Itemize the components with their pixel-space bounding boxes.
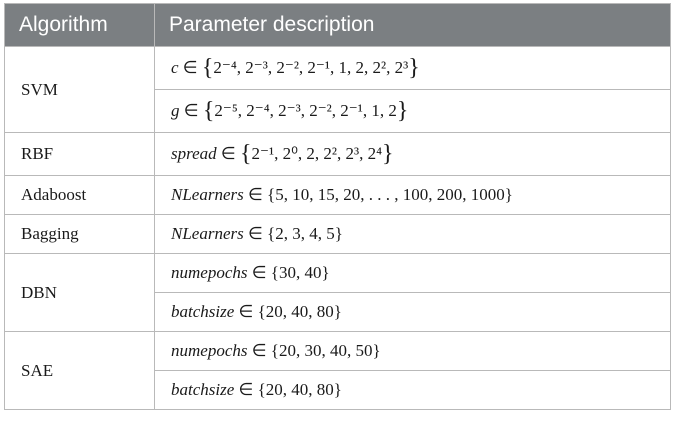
parameter-cell — [155, 332, 671, 371]
parameter-table — [4, 3, 671, 410]
parameter-variable: spread — [171, 144, 217, 163]
parameter-values: 20, 40, 80 — [265, 380, 334, 399]
parameter-cell — [155, 371, 671, 410]
set-close-brace: } — [372, 341, 381, 360]
parameter-cell — [155, 176, 671, 215]
set-operator: ∈ — [238, 380, 254, 399]
table-row — [5, 47, 671, 90]
set-open-brace: { — [239, 141, 252, 167]
parameter-table-container — [4, 3, 671, 410]
set-open-brace: { — [201, 55, 214, 81]
table-row — [5, 133, 671, 176]
parameter-values: 30, 40 — [278, 263, 322, 282]
parameter-variable: NLearners — [171, 224, 244, 243]
set-open-brace: { — [267, 224, 276, 243]
algorithm-cell: RBF — [5, 133, 155, 176]
set-operator: ∈ — [247, 185, 263, 204]
parameter-variable: batchsize — [171, 380, 235, 399]
set-operator: ∈ — [182, 58, 198, 77]
algorithm-cell: SAE — [5, 332, 155, 410]
parameter-values: 20, 30, 40, 50 — [278, 341, 373, 360]
header-algorithm: Algorithm — [5, 4, 155, 47]
parameter-values: 20, 40, 80 — [265, 302, 334, 321]
set-close-brace: } — [382, 141, 394, 167]
parameter-cell — [155, 47, 671, 90]
set-close-brace: } — [408, 55, 420, 81]
algorithm-cell: DBN — [5, 254, 155, 332]
table-row — [5, 215, 671, 254]
set-open-brace: { — [270, 341, 279, 360]
set-operator: ∈ — [238, 302, 254, 321]
parameter-values: 2⁻¹, 2⁰, 2, 2², 2³, 2⁴ — [251, 144, 383, 163]
set-operator: ∈ — [220, 144, 236, 163]
algorithm-cell: Bagging — [5, 215, 155, 254]
parameter-variable: batchsize — [171, 302, 235, 321]
set-operator: ∈ — [247, 224, 263, 243]
parameter-variable: numepochs — [171, 263, 248, 282]
algorithm-cell: SVM — [5, 47, 155, 133]
set-open-brace: { — [202, 98, 215, 124]
parameter-variable: g — [171, 101, 180, 120]
set-close-brace: } — [333, 302, 342, 321]
set-open-brace: { — [270, 263, 279, 282]
set-operator: ∈ — [251, 341, 267, 360]
set-operator: ∈ — [183, 101, 199, 120]
set-close-brace: } — [504, 185, 513, 204]
parameter-variable: numepochs — [171, 341, 248, 360]
set-open-brace: { — [267, 185, 276, 204]
parameter-variable: c — [171, 58, 179, 77]
parameter-values: 5, 10, 15, 20, . . . , 100, 200, 1000 — [275, 185, 505, 204]
set-close-brace: } — [334, 224, 343, 243]
parameter-values: 2⁻⁵, 2⁻⁴, 2⁻³, 2⁻², 2⁻¹, 1, 2 — [214, 101, 397, 120]
parameter-values: 2, 3, 4, 5 — [275, 224, 335, 243]
table-row — [5, 332, 671, 371]
parameter-variable: NLearners — [171, 185, 244, 204]
table-row — [5, 254, 671, 293]
set-operator: ∈ — [251, 263, 267, 282]
parameter-cell — [155, 90, 671, 133]
parameter-cell — [155, 293, 671, 332]
parameter-cell — [155, 215, 671, 254]
set-close-brace: } — [321, 263, 330, 282]
table-row — [5, 176, 671, 215]
set-open-brace: { — [257, 302, 266, 321]
parameter-values: 2⁻⁴, 2⁻³, 2⁻², 2⁻¹, 1, 2, 2², 2³ — [213, 58, 409, 77]
algorithm-cell: Adaboost — [5, 176, 155, 215]
set-open-brace: { — [257, 380, 266, 399]
header-parameter-description: Parameter description — [155, 4, 671, 47]
set-close-brace: } — [396, 98, 409, 124]
set-close-brace: } — [333, 380, 342, 399]
header-row — [5, 4, 671, 47]
parameter-cell — [155, 254, 671, 293]
parameter-cell — [155, 133, 671, 176]
